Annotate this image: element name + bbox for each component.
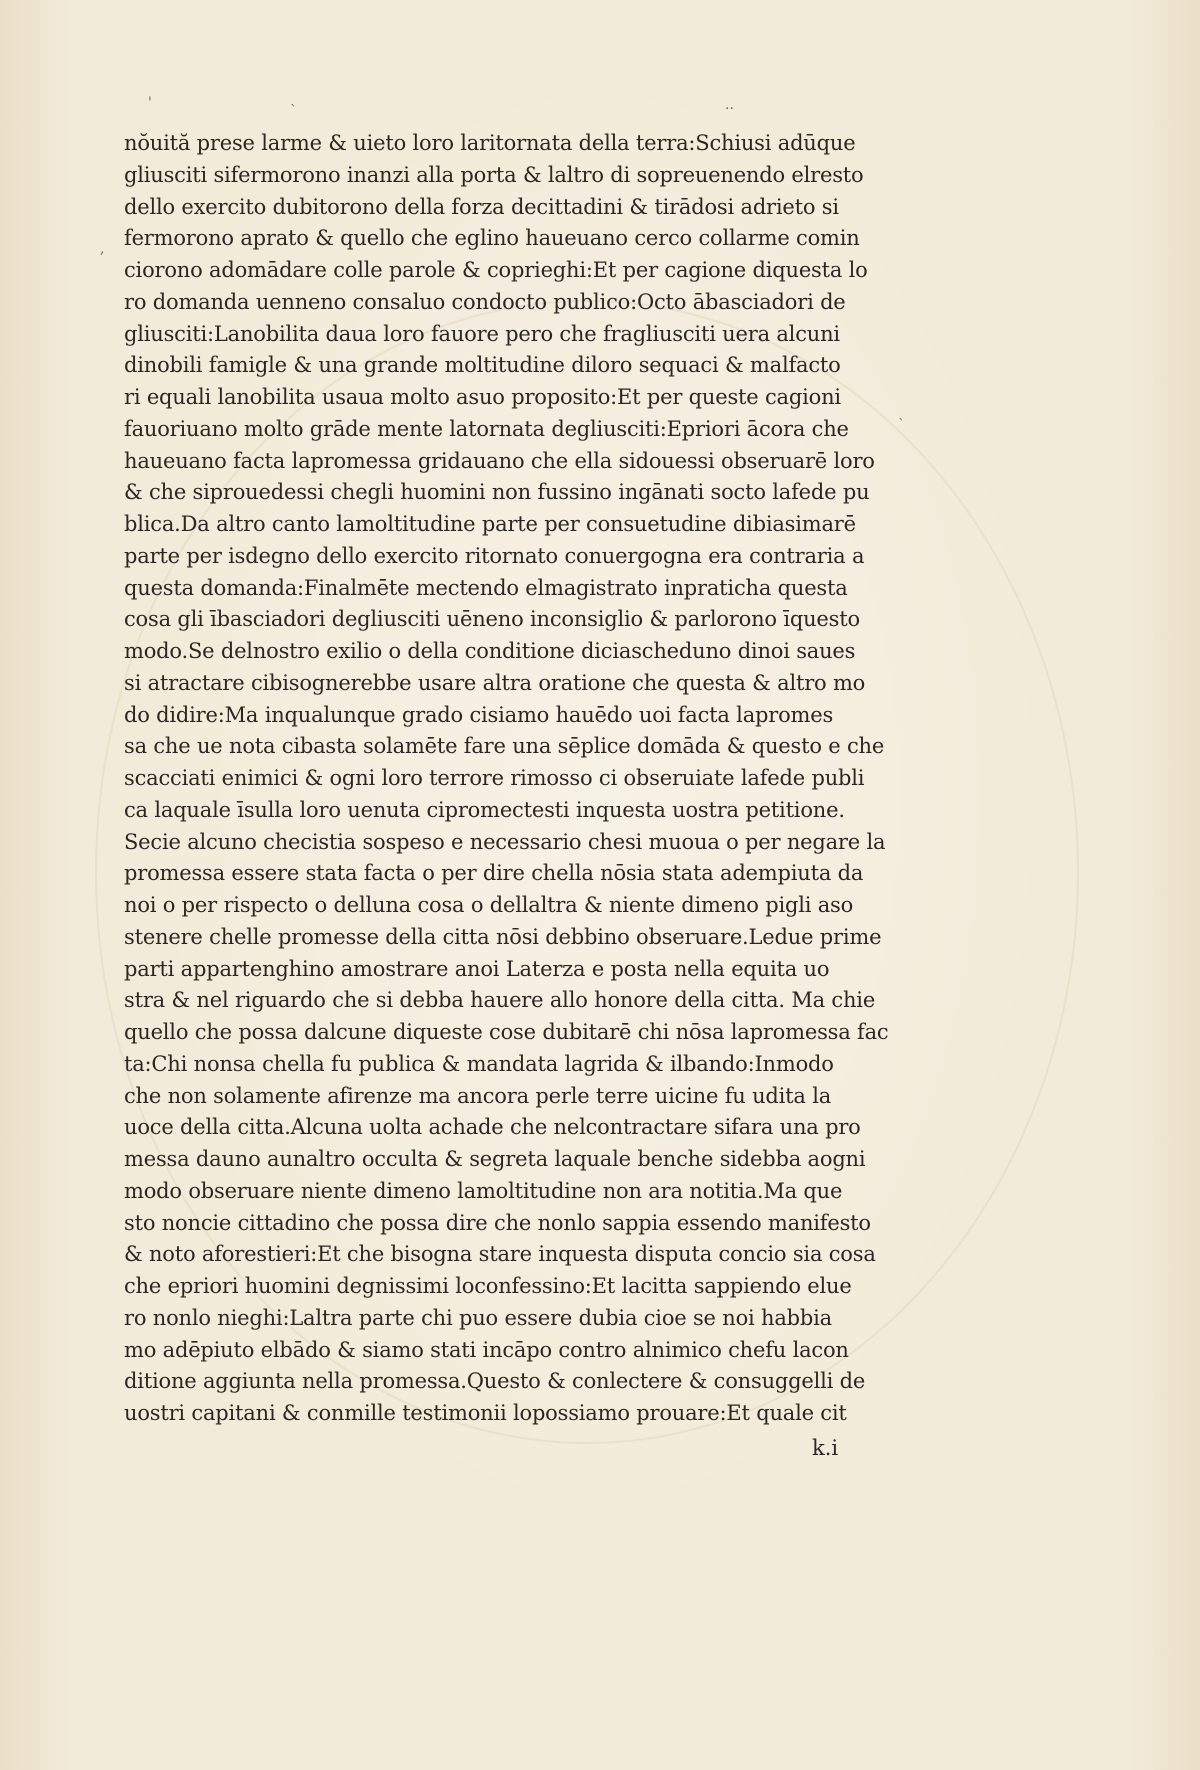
text-line: sto noncie cittadino che possa dire che nonlo sappia essendo manifesto [124, 1210, 871, 1235]
signature-mark: k.i [812, 1436, 839, 1460]
text-line: stenere chelle promesse della citta nōsi debbino obseruare.Ledue prime [124, 924, 882, 949]
text-line: Secie alcuno checistia sospeso e necessario chesi muoua o per negare la [124, 829, 886, 854]
text-line: ta:Chi nonsa chella fu publica & mandata lagrida & ilbando:Inmodo [124, 1051, 834, 1076]
ink-speck: ` [898, 417, 905, 433]
text-line: parte per isdegno dello exercito ritornato conuergogna era contraria a [124, 543, 865, 568]
text-line: scacciati enimici & ogni loro terrore rimosso ci obseruiate lafede publi [124, 766, 865, 790]
text-line: ciorono adomādare colle parole & coprieghi:Et per cagione diquesta lo [124, 258, 868, 282]
text-line: che non solamente afirenze ma ancora perle terre uicine fu udita la [124, 1083, 832, 1108]
text-line: dinobili famigle & una grande moltitudine diloro sequaci & malfacto [124, 353, 841, 378]
text-line: fermorono aprato & quello che eglino haueuano cerco collarme comin [124, 226, 860, 251]
text-line: blica.Da altro canto lamoltitudine parte per consuetudine dibiasimarē [124, 512, 856, 536]
text-line: ro domanda uenneno consaluo condocto publico:Octo ābasciadori de [124, 289, 846, 314]
text-line: modo obseruare niente dimeno lamoltitudine non ara notitia.Ma que [124, 1178, 843, 1203]
text-line: do didire:Ma inqualunque grado cisiamo hauēdo uoi facta lapromes [124, 702, 834, 727]
text-line: quello che possa dalcune diqueste cose dubitarē chi nōsa lapromessa fac [124, 1020, 889, 1044]
ink-speck: ' [148, 95, 152, 111]
text-line: sa che ue nota cibasta solamēte fare una sēplice domāda & questo e che [124, 734, 885, 759]
text-line: modo.Se delnostro exilio o della conditione diciascheduno dinoi saues [124, 639, 856, 663]
text-line: dello exercito dubitorono della forza decittadini & tirādosi adrieto si [124, 194, 839, 219]
text-line: parti appartenghino amostrare anoi Laterza e posta nella equita uo [124, 956, 830, 981]
text-line: ditione aggiunta nella promessa.Questo & conlectere & consuggelli de [124, 1369, 866, 1394]
printed-text-block [124, 128, 894, 1430]
text-line: uoce della citta.Alcuna uolta achade che nelcontractare sifara una pro [124, 1115, 861, 1140]
text-line: uostri capitani & conmille testimonii lopossiamo prouare:Et quale cit [124, 1401, 847, 1425]
ink-speck: ` [290, 103, 297, 119]
text-line: gliusciti sifermorono inanzi alla porta & laltro di sopreuenendo elresto [124, 162, 864, 187]
text-line: gliusciti:Lanobilita daua loro fauore pero che fragliusciti uera alcuni [124, 321, 840, 346]
text-line: questa domanda:Finalmēte mectendo elmagistrato inpraticha questa [124, 575, 848, 600]
text-line: ri equali lanobilita usaua molto asuo proposito:Et per queste cagioni [124, 385, 841, 409]
ink-speck: , [100, 241, 105, 257]
text-line: haueuano facta lapromessa gridauano che ella sidouessi obseruarē loro [124, 448, 875, 473]
text-line: stra & nel riguardo che si debba hauere allo honore della citta. Ma chie [124, 988, 876, 1013]
text-line: mo adēpiuto elbādo & siamo stati incāpo contro alnimico chefu lacon [124, 1337, 849, 1362]
text-line: messa dauno aunaltro occulta & segreta laquale benche sidebba aogni [124, 1147, 866, 1171]
text-line: promessa essere stata facta o per dire chella nōsia stata adempiuta da [124, 861, 864, 886]
text-line: nŏuită prese larme & uieto loro laritornata della terra:Schiusi adūque [124, 131, 856, 155]
text-line: ca laquale īsulla loro uenuta cipromectesti inquesta uostra petitione. [124, 797, 845, 822]
text-line: & che siprouedessi chegli huomini non fussino ingānati socto lafede pu [124, 480, 870, 505]
text-line: & noto aforestieri:Et che bisogna stare inquesta disputa concio sia cosa [124, 1242, 876, 1267]
text-line: fauoriuano molto grāde mente latornata degliusciti:Epriori ācora che [124, 416, 849, 441]
text-line: ro nonlo nieghi:Laltra parte chi puo essere dubia cioe se noi habbia [124, 1305, 832, 1330]
text-line: si atractare cibisognerebbe usare altra oratione che questa & altro mo [124, 670, 866, 695]
text-line: che epriori huomini degnissimi loconfessino:Et lacitta sappiendo elue [124, 1274, 852, 1298]
ink-speck: .. [725, 97, 734, 113]
text-line: cosa gli ībasciadori degliusciti uēneno inconsiglio & parlorono īquesto [124, 607, 860, 632]
text-line: noi o per rispecto o delluna cosa o dellaltra & niente dimeno pigli aso [124, 893, 854, 917]
